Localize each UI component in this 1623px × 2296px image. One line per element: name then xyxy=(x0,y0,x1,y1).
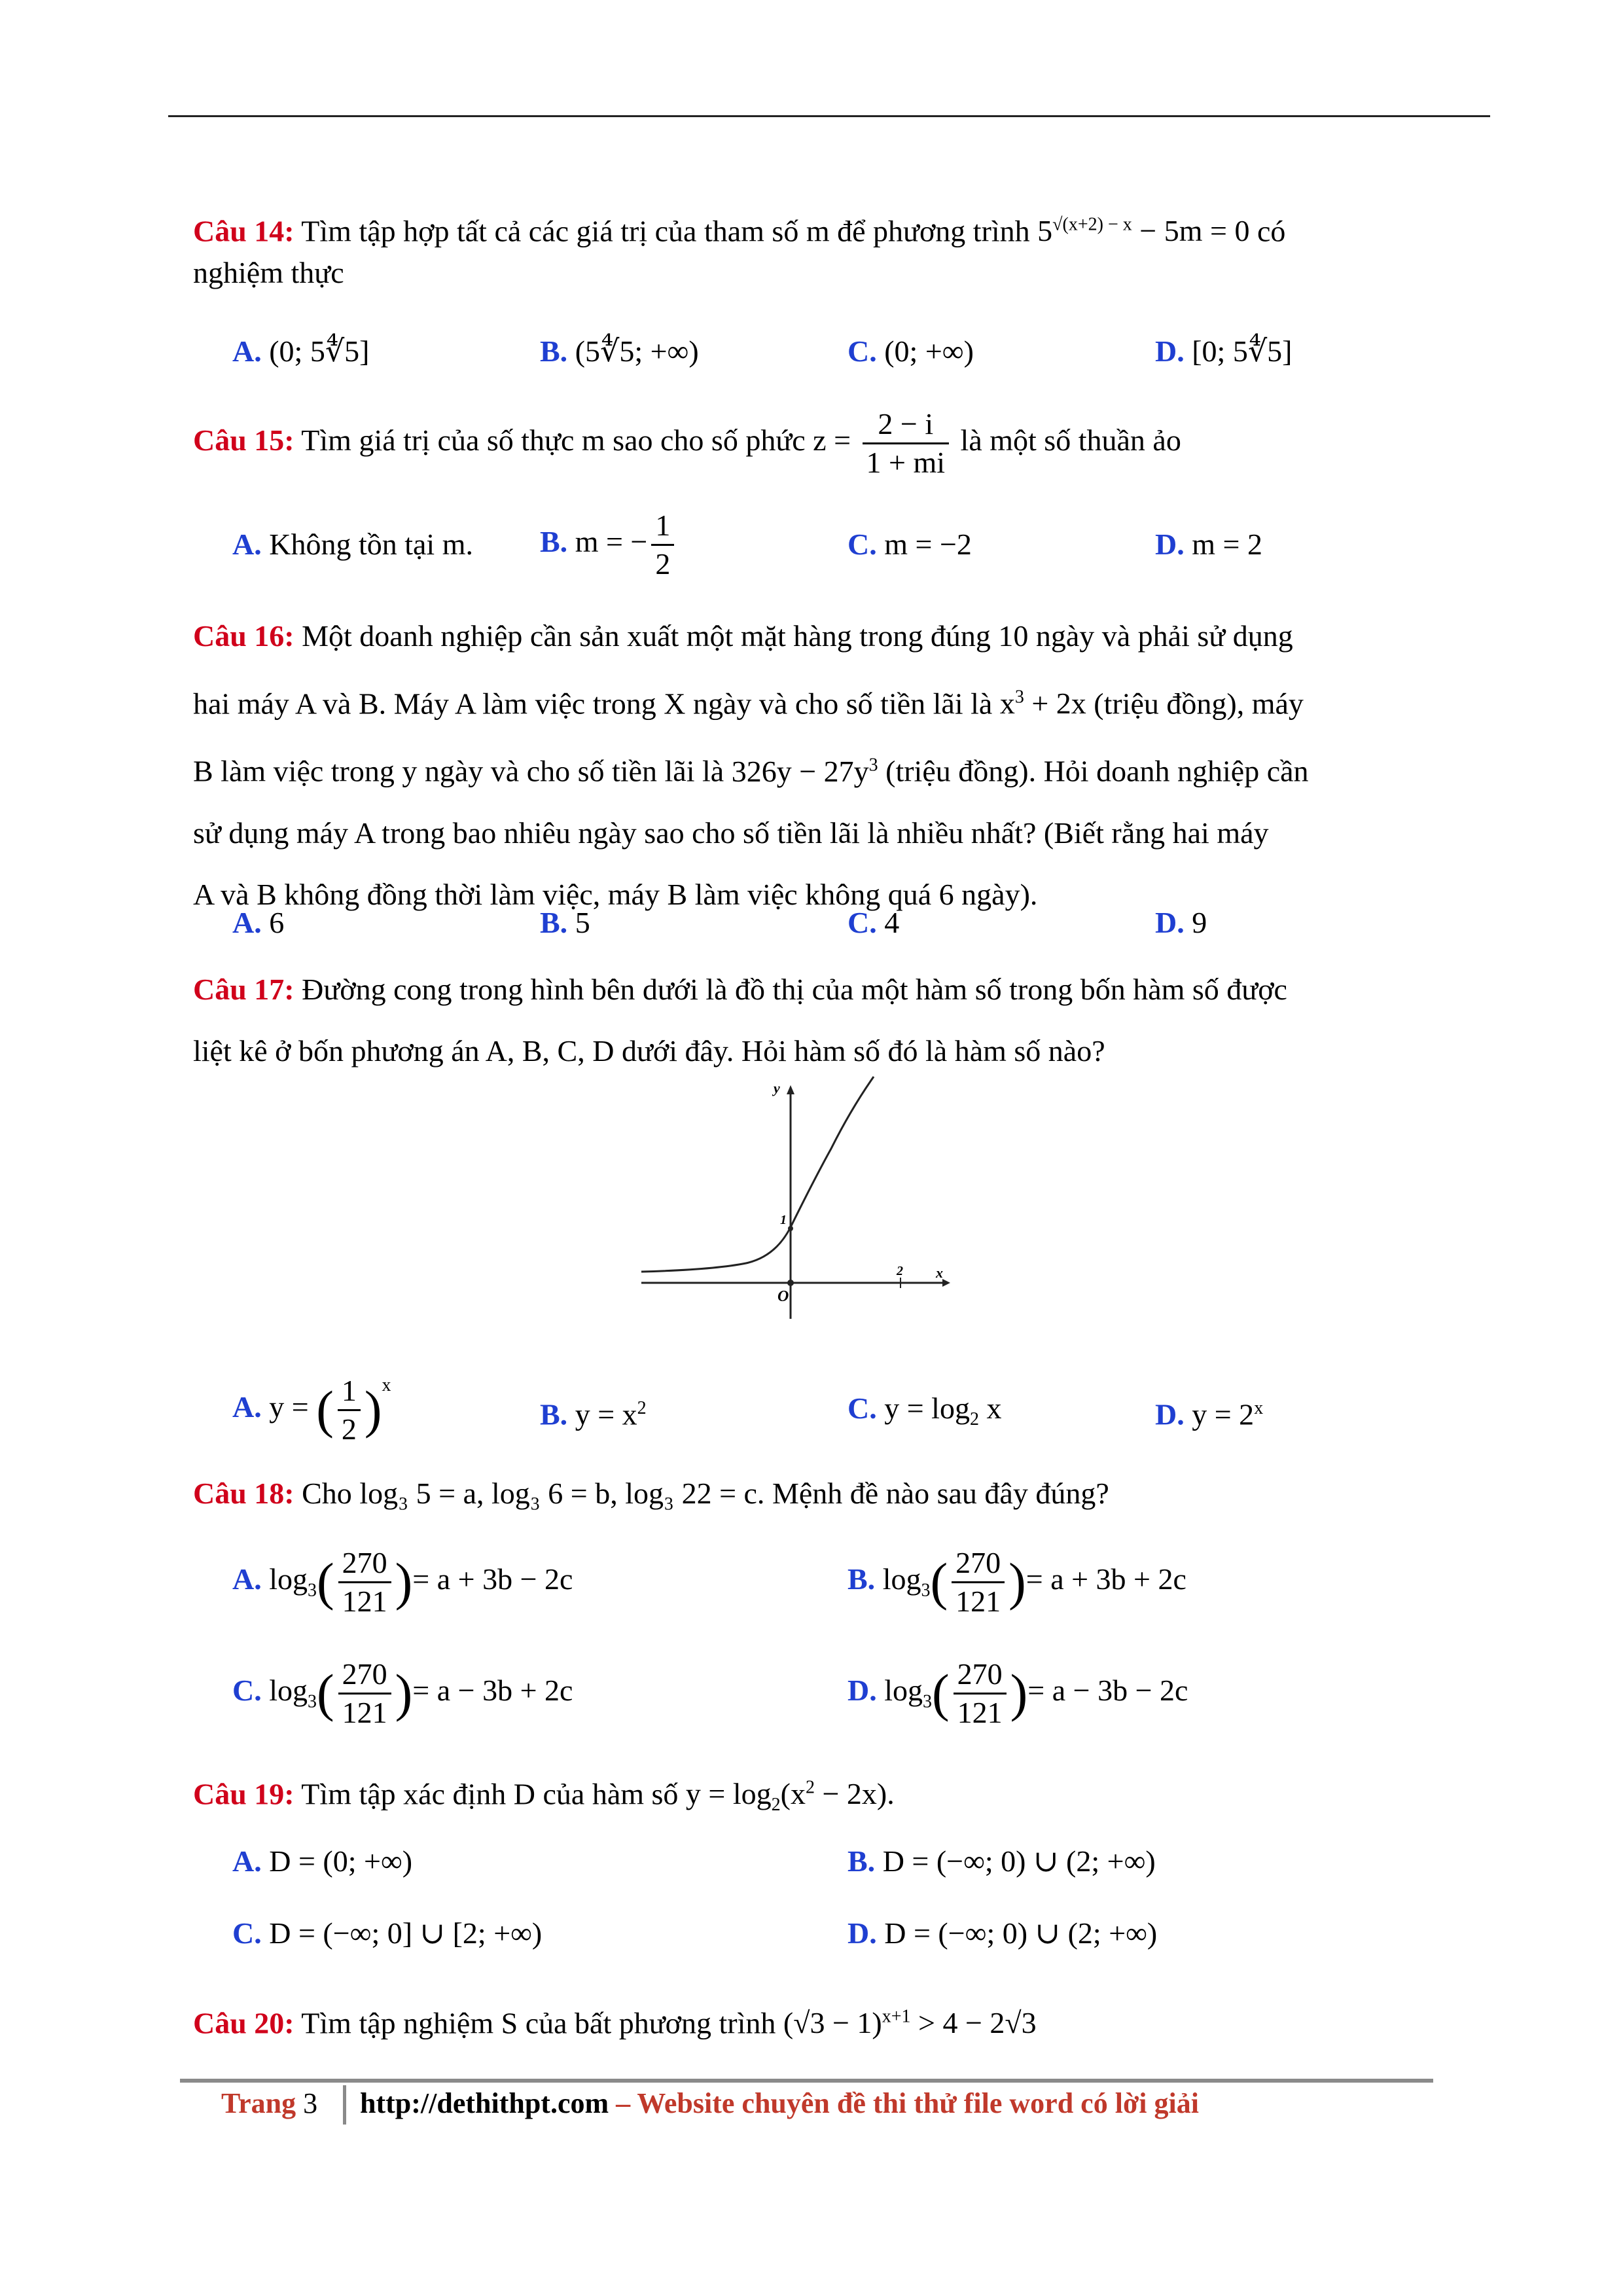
option-a[interactable]: A. Không tồn tại m. xyxy=(232,528,473,561)
function-expression: $y = \log_2(x^2 - 2x)$. xyxy=(685,1777,895,1816)
x-tick-label: 2 xyxy=(897,1264,903,1278)
footer-divider xyxy=(343,2085,346,2125)
question-label: Câu 15: xyxy=(193,423,294,457)
question-15 xyxy=(193,406,1423,481)
question-label: Câu 19: xyxy=(193,1777,294,1811)
y-axis-label: y xyxy=(774,1080,780,1096)
question-label: Câu 14: xyxy=(193,214,294,248)
profit-a: $x^3 + 2x$ xyxy=(999,687,1086,721)
question-text-end: là một số thuần ảo xyxy=(960,423,1181,457)
question-text-end: có xyxy=(1257,214,1286,248)
question-16: Câu 16: Một doanh nghiệp cần sản xuất một mặt hàng trong đúng 10 ngày và phải sử dụng hai máy A và B. Máy A làm việc trong X ngày và cho số tiền lãi là $x^3 + 2x$ (triệu đồng), máy B làm việc trong y ngày và cho số tiền lãi là $326y - 27y^3$ (triệu đồng). Hỏi doanh nghiệp cần sử dụng máy A trong bao nhiêu ngày sao cho số tiền lãi là nhiều nhất? (Biết rằng hai máy A và B không đồng thời làm việc, máy B làm việc không quá 6 ngày). xyxy=(193,619,1309,911)
question-20: Câu 20: Tìm tập nghiệm S của bất phương trình $(√3 - 1)^{x+1} > 4 - 2√3$ xyxy=(193,2006,1037,2040)
option-d[interactable]: D. $y = 2^x$ xyxy=(1155,1397,1264,1431)
profit-b: $326y - 27y^3$ xyxy=(731,754,878,788)
option-a[interactable]: A. (0; 5∜5] xyxy=(232,334,370,368)
question-18: Câu 18: Cho log₃ 5 = a, log₃ 6 = b, log₃ 22 = c. Mệnh đề nào sau đây đúng? xyxy=(193,1477,1109,1510)
question-text: Tìm tập hợp tất cả các giá trị của tham số m để phương trình xyxy=(301,214,1030,248)
origin-label: O xyxy=(777,1288,789,1305)
option-c[interactable]: C. 4 xyxy=(847,906,900,939)
question-label: Câu 16: xyxy=(193,619,294,653)
z-lhs: z = xyxy=(813,423,851,457)
question-text: Tìm giá trị của số thực m sao cho số phức xyxy=(301,423,806,457)
option-b[interactable]: B. (5∜5; +∞) xyxy=(540,334,699,368)
option-d[interactable]: D. [0; 5∜5] xyxy=(1155,334,1293,368)
function-graph xyxy=(635,1073,955,1329)
inequality: $(√3 - 1)^{x+1} > 4 - 2√3$ xyxy=(783,2006,1037,2040)
option-d[interactable]: D. 9 xyxy=(1155,906,1207,939)
option-b[interactable]: B. $y = x^2$ xyxy=(540,1397,647,1431)
option-d[interactable]: D. D = (−∞; 0) ∪ (2; +∞) xyxy=(847,1916,1158,1950)
option-a[interactable]: A. D = (0; +∞) xyxy=(232,1844,413,1878)
given-logs: log₃ 5 = a, log₃ 6 = b, log₃ 22 = c. xyxy=(359,1477,765,1510)
option-c[interactable]: C. (0; +∞) xyxy=(847,334,974,368)
x-axis xyxy=(641,1279,950,1287)
option-c[interactable]: C. $\log_3$( $\frac{270}{121}$ )= a − 3b + 2c xyxy=(232,1657,573,1729)
website-link[interactable]: http://dethithpt.com xyxy=(360,2087,609,2119)
y-intercept-dot xyxy=(788,1226,793,1231)
option-a[interactable]: A. y = ( $\frac{1}{2}$ )$^x$ xyxy=(232,1373,391,1446)
page-number: Trang 3 xyxy=(221,2087,318,2119)
option-d[interactable]: D. $\log_3$( $\frac{270}{121}$ )= a − 3b − 2c xyxy=(847,1657,1188,1729)
header-rule xyxy=(168,115,1490,117)
question-17: Câu 17: Đường cong trong hình bên dưới là đồ thị của một hàm số trong bốn hàm số được liệt kê ở bốn phương án A, B, C, D dưới đây. Hỏi hàm số đó là hàm số nào? xyxy=(193,973,1287,1067)
option-d[interactable]: D. m = 2 xyxy=(1155,528,1262,561)
equation: $5^{√(x+2) - x} - 5m = 0$ xyxy=(1037,214,1250,248)
option-b[interactable]: B. D = (−∞; 0) ∪ (2; +∞) xyxy=(847,1844,1156,1878)
option-a[interactable]: A. 6 xyxy=(232,906,285,939)
origin-dot xyxy=(787,1280,794,1286)
footer-rule xyxy=(180,2079,1433,2083)
option-b[interactable]: B. $\log_3$( $\frac{270}{121}$ )= a + 3b + 2c xyxy=(847,1546,1186,1618)
option-b[interactable]: B. 5 xyxy=(540,906,590,939)
option-a[interactable]: A. $\log_3$( $\frac{270}{121}$ )= a + 3b − 2c xyxy=(232,1546,573,1618)
question-label: Câu 17: xyxy=(193,973,294,1006)
option-c[interactable]: C. D = (−∞; 0] ∪ [2; +∞) xyxy=(232,1916,543,1950)
question-label: Câu 18: xyxy=(193,1477,294,1510)
fraction: $\frac{2 - i}{1 + mi}$ xyxy=(863,406,950,481)
y-tick-label: 1 xyxy=(780,1213,787,1227)
question-text-line2: nghiệm thực xyxy=(193,256,344,290)
footer-website[interactable]: http://dethithpt.com – Website chuyên đề thi thử file word có lời giải xyxy=(360,2087,1199,2119)
question-label: Câu 20: xyxy=(193,2006,294,2040)
question-19: Câu 19: Tìm tập xác định D của hàm số $y = \log_2(x^2 - 2x)$. xyxy=(193,1777,895,1816)
x-axis-label: x xyxy=(936,1265,943,1281)
option-b[interactable]: B. m = − $\frac{1}{2}$ xyxy=(540,507,678,583)
exponential-curve xyxy=(641,1077,874,1272)
question-14 xyxy=(193,204,1423,294)
option-c[interactable]: C. m = −2 xyxy=(847,528,972,561)
option-c[interactable]: C. $y = \log_2 x$ xyxy=(847,1391,1002,1430)
